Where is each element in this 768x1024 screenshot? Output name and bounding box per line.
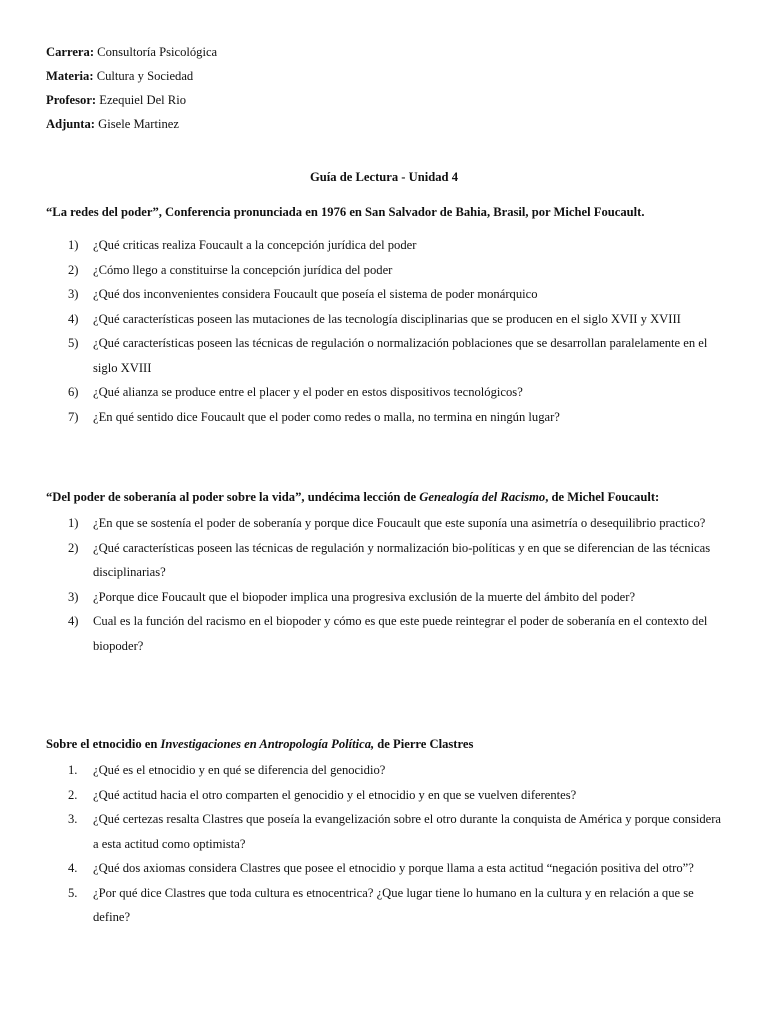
header-adjunta [46, 114, 217, 138]
question-list [46, 511, 728, 658]
section-title [46, 205, 728, 220]
list-item [46, 331, 728, 380]
item-text: ¿Qué características poseen las técnicas de regulación o normalización poblaciones que se desarrollan paralelamente en el siglo XVIII [93, 336, 708, 375]
item-number: 3. [68, 812, 78, 826]
item-number: 2. [68, 787, 78, 802]
item-number: 3) [68, 589, 79, 604]
section-title-italic: Genealogía del Racismo [419, 490, 546, 504]
item-text: ¿En que se sostenía el poder de soberanía y porque dice Foucault que este suponía una asimetría o desequilibrio practico? [93, 516, 706, 530]
list-item [46, 609, 728, 658]
list-item [46, 405, 728, 430]
item-number: 2) [68, 262, 79, 277]
item-number: 1) [68, 238, 79, 252]
header-carrera [46, 42, 217, 66]
item-number: 2) [68, 540, 79, 555]
item-text: Cual es la función del racismo en el biopoder y cómo es que este puede reintegrar el poder de soberanía en el contexto del biopoder? [93, 614, 708, 653]
item-number: 4. [68, 861, 78, 875]
item-number: 4) [68, 311, 79, 326]
item-text: ¿Qué criticas realiza Foucault a la concepción jurídica del poder [93, 238, 417, 252]
item-text: ¿Qué características poseen las mutaciones de las tecnología disciplinarias que se producen en el siglo XVII y XVIII [93, 311, 681, 326]
item-text: ¿Qué es el etnocidio y en qué se diferencia del genocidio? [93, 763, 386, 777]
item-text: ¿Qué características poseen las técnicas de regulación y normalización bio-políticas y en que se diferencian de las técnicas disciplinarias? [93, 540, 711, 579]
header-materia [46, 66, 217, 90]
section-title-pre: “Del poder de soberanía al poder sobre la vida”, undécima lección de [46, 490, 420, 504]
profesor-value: Ezequiel Del Rio [96, 93, 187, 107]
document-title: Guía de Lectura - Unidad 4 [310, 170, 458, 184]
materia-label: Materia: [46, 69, 94, 83]
item-text: ¿En qué sentido dice Foucault que el poder como redes o malla, no termina en ningún lugar? [93, 409, 560, 424]
item-number: 5) [68, 336, 79, 350]
header-profesor [46, 90, 217, 114]
list-item [46, 307, 728, 332]
list-item [46, 783, 728, 808]
item-number: 1. [68, 763, 78, 777]
course-header [46, 42, 217, 138]
list-item [46, 585, 728, 610]
item-number: 5. [68, 885, 78, 900]
section-title-post: , de Michel Foucault: [545, 490, 660, 504]
profesor-label: Profesor: [46, 93, 97, 107]
list-item [46, 258, 728, 283]
item-number: 3) [68, 287, 79, 301]
list-item [46, 282, 728, 307]
question-list [46, 758, 728, 930]
item-number: 4) [68, 614, 79, 628]
adjunta-value: Gisele Martinez [95, 117, 179, 131]
carrera-label: Carrera: [46, 45, 95, 59]
section-title-text: “La redes del poder”, Conferencia pronunciada en 1976 en San Salvador de Bahia, Brasil, por Michel Foucault. [46, 205, 645, 219]
item-number: 1) [68, 516, 79, 530]
list-item [46, 758, 728, 783]
item-text: ¿Qué dos inconvenientes considera Foucault que poseía el sistema de poder monárquico [93, 287, 538, 301]
item-text: ¿Qué dos axiomas considera Clastres que posee el etnocidio y porque llama a esta actitud “negación positiva del otro”? [93, 861, 694, 875]
item-number: 6) [68, 385, 79, 399]
item-text: ¿Qué certezas resalta Clastres que poseía la evangelización sobre el otro durante la conquista de América y porque considera a esta actitud como optimista? [93, 812, 722, 851]
item-text: ¿Por qué dice Clastres que toda cultura es etnocentrica? ¿Que lugar tiene lo humano en la cultura y en relación a que se define? [93, 885, 694, 924]
section-title-post: de Pierre Clastres [374, 737, 474, 751]
adjunta-label: Adjunta: [46, 117, 95, 131]
list-item [46, 856, 728, 881]
item-text: ¿Qué actitud hacia el otro comparten el genocidio y el etnocidio y en que se vuelven diferentes? [93, 787, 577, 802]
list-item [46, 380, 728, 405]
list-item [46, 511, 728, 536]
section-title-pre: Sobre el etnocidio en [46, 737, 161, 751]
carrera-value: Consultoría Psicológica [94, 45, 218, 59]
section-title [46, 737, 728, 752]
list-item [46, 233, 728, 258]
item-text: ¿Cómo llego a constituirse la concepción jurídica del poder [93, 262, 393, 277]
section-title [46, 490, 728, 505]
list-item [46, 807, 728, 856]
item-number: 7) [68, 409, 79, 424]
section-title-italic: Investigaciones en Antropología Política, [160, 737, 375, 751]
list-item [46, 881, 728, 930]
materia-value: Cultura y Sociedad [93, 69, 194, 83]
item-text: ¿Porque dice Foucault que el biopoder implica una progresiva exclusión de la muerte del ámbito del poder? [93, 589, 636, 604]
item-text: ¿Qué alianza se produce entre el placer y el poder en estos dispositivos tecnológicos? [93, 385, 523, 399]
list-item [46, 536, 728, 585]
question-list [46, 233, 728, 429]
